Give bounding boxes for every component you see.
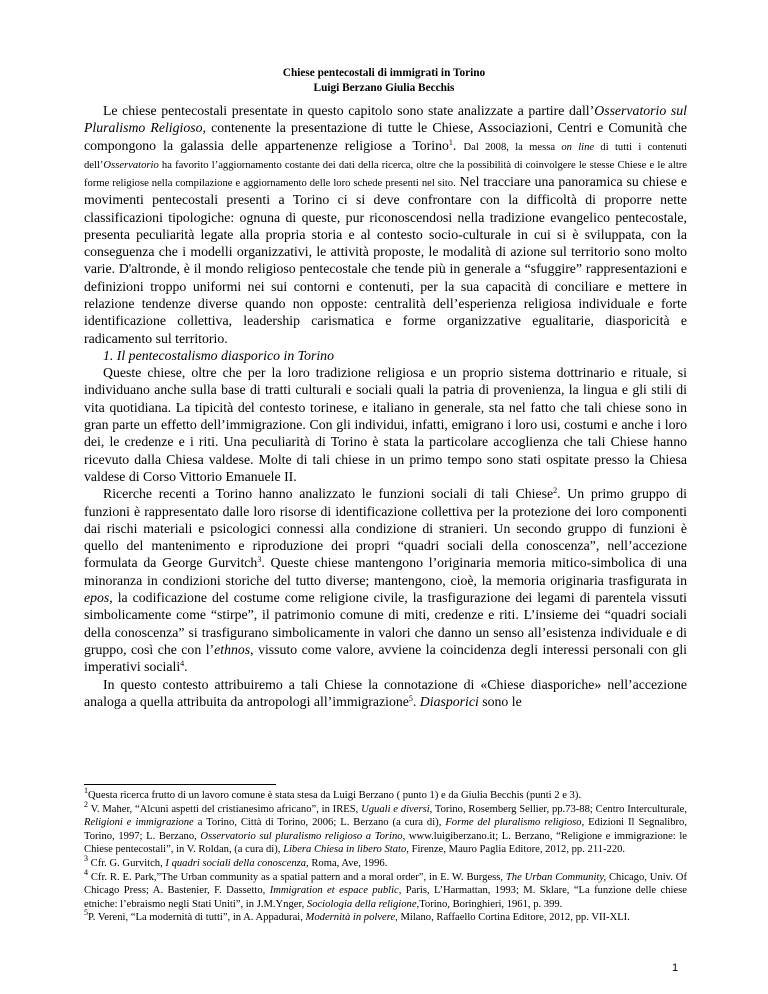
footnote-mark: 1 [84, 786, 88, 795]
section-heading: 1. Il pentecostalismo diasporico in Torino [103, 347, 334, 363]
footnote-text: Roma, Ave, 1996. [308, 857, 388, 869]
small-text-span: di tutti i contenuti dell’ [84, 141, 687, 171]
italic-span: epos [84, 590, 110, 606]
italic-span: Uguali e diversi, [361, 803, 433, 815]
footnote-mark: 3 [84, 853, 88, 863]
section-paragraph-1: Queste chiese, oltre che per la loro tradizione religiosa e un proprio sistema dottrinario e rituale, si individuano anche sulla base di tratti culturali e sociali quali la patria di provenienza, la lingua e gli stili di vita quotidiana. La tipicità del contesto torinese, e italiano in generale, sta nel fatto che tali chiese sono in gran parte un effetto dell’immigrazione. Con gli individui, infatti, emigrano i loro usi, costumi e anche i loro dei, le credenze e i riti. Una peculiarità di Torino è stata la particolare accoglienza che tali Chiese hanno ricevuto dalla Chiesa valdese. Molte di tali chiese in un primo tempo sono stati ospitate presso la Chiesa valdese di Corso Vittorio Emanuele II. [84, 365, 687, 484]
footnote-4 [84, 867, 687, 912]
italic-span: on line [561, 141, 595, 153]
text-span: Le chiese pentecostali presentate in questo capitolo sono state analizzate a partire dall’ [103, 103, 595, 118]
footnote-text: a Torino, Città di Torino, 2006; L. Berzano (a cura di), [193, 817, 446, 829]
text-span: In questo contesto attribuiremo a tali Chiese la connotazione di «Chiese diasporiche» nell’accezione analoga a quella attribuita da antropologi all’immigrazione [84, 676, 687, 709]
text-span: sono le [478, 693, 522, 709]
footnote-2 [84, 799, 688, 857]
italic-span: Forme del pluralismo religioso, [445, 817, 585, 829]
italic-span: Sociologia della religione, [306, 898, 420, 910]
footnote-ref-3: 3 [257, 555, 262, 565]
footnote-text: Milano, Raffaello Cortina Editore, 2012, pp. VII-XLI. [397, 912, 630, 924]
footnote-text: Torino, Rosemberg Sellier, pp.73-88; Centro Interculturale, [432, 803, 687, 815]
text-span: Nel tracciare una panoramica su chiese e movimenti pentecostali presenti a Torino ci si deve confrontare con la difficoltà di proporre nette classificazioni tipologiche: ognuna di queste, pur riconoscendosi nella tradizione evangelico pentecostale, presenta peculiarità legate alla propria storia e al contesto socio-culturale in cui si è sviluppata, con la conseguenza che i modelli organizzativi, le attività proposte, le modalità di azione sul territorio sono molto varie. D'altronde, è il mondo religioso pentecostale che tende più in generale a “sfuggire” rappresentazioni e definizioni troppo uniformi nei sui contorni e contenuti, per la sua capacità di conciliare e mettere in relazione tendenze diverse quando non opposte: centralità dell’esperienza religiosa individuale e forte identificazione collettiva, leadership carismatica e forme organizzative egualitarie, diasporicità e radicamento sul territorio. [84, 174, 687, 346]
italic-span: Religioni e immigrazione [84, 817, 194, 829]
footnote-text: Chicago, Univ. Of Chicago Press; A. Bastenier, F. Dassetto, [84, 871, 687, 897]
text-span: , la codificazione del costume come religione civile, la trasfigurazione dei legami di parentela vissuti simbolicamente come “stirpe”, il patrimonio comune di miti, credenze e riti. L’insieme dei “quadri sociali della conoscenza” si trasfigurano simbolicamente in valori che danno un senso all’esistenza individuale e di gruppo, così che con l’ [84, 590, 687, 657]
italic-span: Immigration et espace public, [269, 885, 402, 897]
italic-span: Libera Chiesa in libero Stato, [283, 844, 409, 856]
text-span: contenente la presentazione di tutte le Chiese, Associazioni, Centri e Comunità che compongono la galassia delle appartenenze religiose a Torino [84, 120, 687, 153]
italic-span: I quadri sociali della conoscenza, [165, 857, 309, 869]
intro-paragraph [84, 102, 687, 347]
footnote-3 [84, 853, 687, 871]
italic-span: Diasporici [419, 693, 479, 709]
section-paragraph-2 [84, 485, 687, 675]
footnote-ref-2: 2 [553, 486, 558, 496]
italic-span: Modernità in polvere, [305, 912, 398, 924]
footnote-mark: 2 [84, 799, 88, 809]
footnote-text: Firenze, Mauro Paglia Editore, 2012, pp. 211-220. [408, 844, 626, 856]
footnote-text: Paris, L’Harmattan, 1993; M. Sklare, “La funzione delle chiese etniche: l’ebraismo negli Stati Uniti”, in J.M.Ynger, [84, 885, 687, 910]
italic-span: Osservatorio sul Pluralismo Religioso, [84, 103, 687, 136]
footnote-text: Cfr. R. E. Park,”The Urban community as a spatial pattern and a moral order”, in E. W. Burgess, [88, 871, 506, 883]
text-span: . [184, 659, 188, 675]
footnote-text: Cfr. G. Gurvitch, [88, 857, 166, 869]
document-title: Chiese pentecostali di immigrati in Torino [282, 67, 486, 79]
footnote-ref-4: 4 [180, 659, 185, 669]
footnote-5 [84, 908, 687, 925]
text-span: Ricerche recenti a Torino hanno analizzato le funzioni sociali di tali Chiese [103, 486, 554, 502]
page-number: 1 [672, 962, 679, 974]
italic-span: Osservatorio [103, 159, 159, 171]
small-text-span: Dal 2008, la messa [463, 141, 562, 153]
text-span: . Un primo gruppo di funzioni è rappresentato dalle loro risorse di identificazione collettiva per la protezione dei loro componenti dai rischi materiali e psicologici connessi alla condizione di stranieri. Un secondo gruppo di funzioni è quello del mantenimento e riproduzione dei propri “quadri sociali della conoscenza”, nell’accezione formulata da George Gurvitch [84, 486, 687, 571]
footnote-text: Questa ricerca frutto di un lavoro comune è stata stesa da Luigi Berzano ( punto 1) e da Giulia Becchis (punti 2 e 3). [88, 790, 582, 801]
footnote-mark: 4 [84, 867, 88, 877]
footnote-1 [84, 786, 687, 803]
footnote-text: V. Maher, “Alcuni aspetti del cristianesimo africano”, in IRES, [88, 803, 362, 815]
text-span: . [412, 693, 420, 709]
text-span: . [452, 137, 464, 153]
document-authors: Luigi Berzano Giulia Becchis [313, 82, 455, 94]
footnote-mark: 5 [84, 908, 88, 918]
italic-span: ethnos [214, 641, 251, 657]
footnotes [84, 786, 688, 925]
small-text-span: ha favorito l’aggiornamento costante dei dati della ricerca, oltre che la possibilità di coinvolgere le stesse Chiese e le altre forme religiose nella compilazione e aggiornamento delle loro schede presenti nel sito. [84, 159, 687, 189]
footnote-text: , www.luigiberzano.it; L. Berzano, “Religione e immigrazione: le Chiese pentecostali”, in V. Roldan, (a cura di), [84, 830, 687, 856]
footnote-ref-5: 5 [408, 693, 413, 703]
footnote-text: Edizioni Il Segnalibro, Torino, 1997; L. Berzano, [84, 817, 688, 842]
footnote-divider [84, 784, 276, 785]
text-span: , vissuto come valore, avviene la coincidenza degli interessi personali con gli imperativi sociali [84, 641, 687, 675]
footnote-text: Torino, Boringhieri, 1961, p. 399. [419, 898, 563, 910]
italic-span: Osservatorio sul pluralismo religioso a Torino [200, 830, 403, 842]
footnote-text: P. Vereni, “La modernità di tutti”, in A. Appadurai, [88, 912, 306, 924]
body-text [84, 102, 687, 710]
section-paragraph-3 [84, 676, 687, 711]
footnote-ref-1: 1 [448, 137, 453, 147]
italic-span: The Urban Community, [505, 871, 607, 883]
text-span: . Queste chiese mantengono l’originaria memoria mitico-simbolica di una minoranza in condizioni storiche del tutto diverse; mantengono, cioè, la memoria originaria trasfigurata in [84, 555, 687, 588]
